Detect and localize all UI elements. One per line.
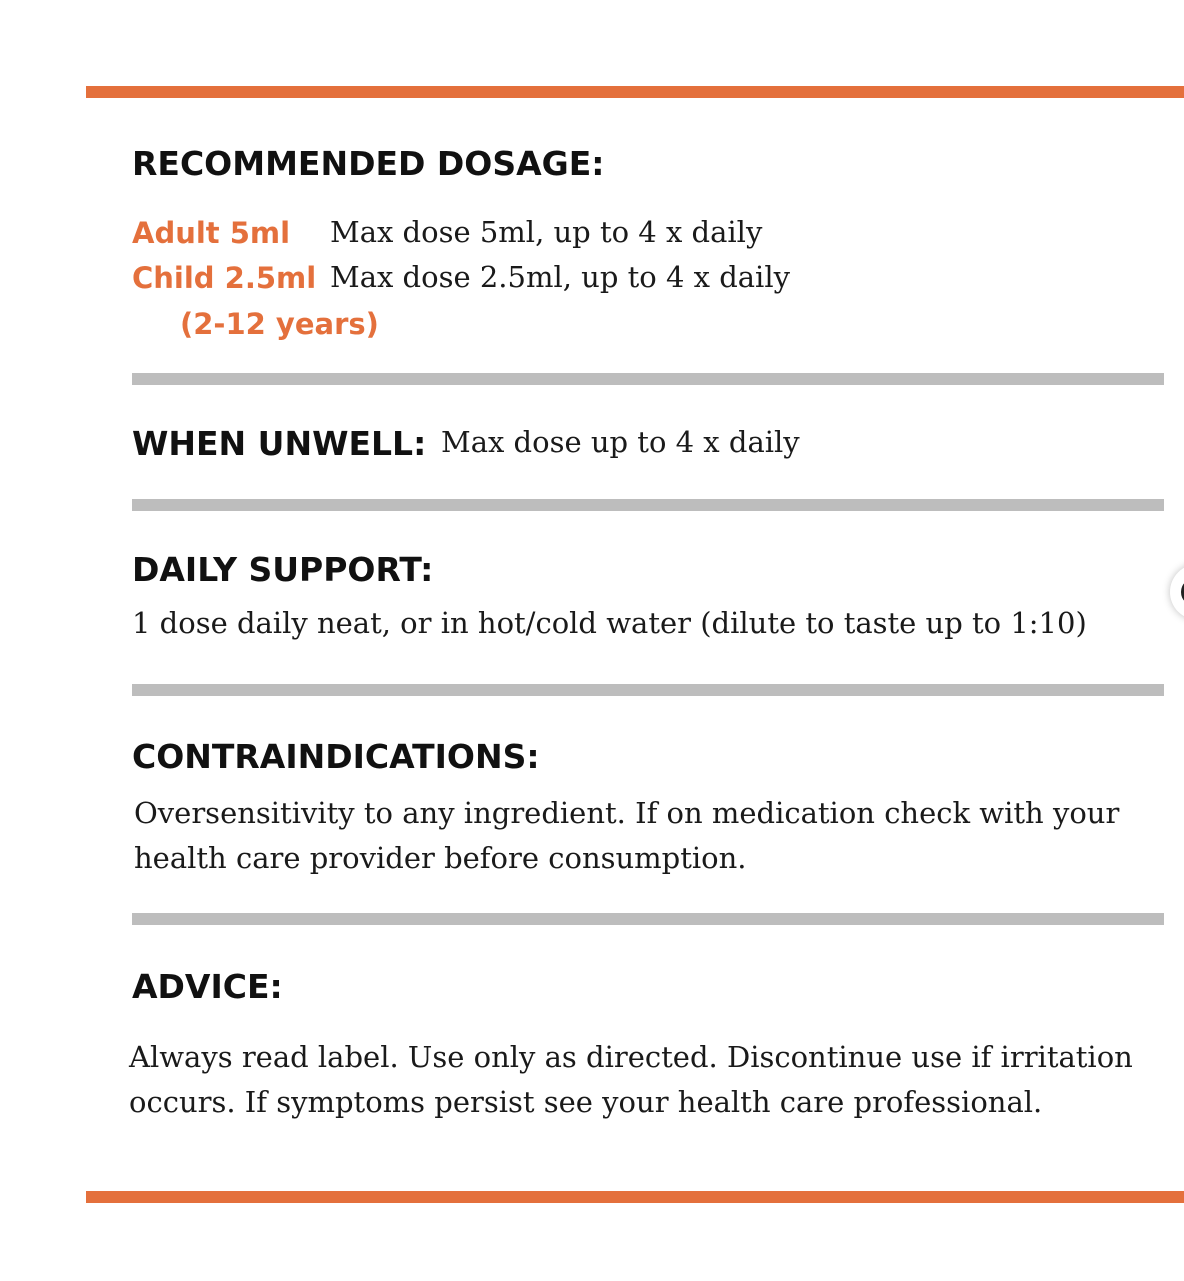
advice-text: [129, 1035, 1133, 1125]
unwell-text: Max dose up to 4 x daily: [441, 425, 800, 459]
bottom-accent-rule: [86, 1191, 1184, 1203]
child-dosage-text: Max dose 2.5ml, up to 4 x daily: [330, 260, 790, 294]
contraindications-text: [134, 791, 1119, 881]
dosage-heading: RECOMMENDED DOSAGE:: [132, 144, 605, 183]
contraindications-line: Oversensitivity to any ingredient. If on medication check with your: [134, 796, 1120, 830]
section-divider: [132, 499, 1164, 511]
section-divider: [132, 913, 1164, 925]
unwell-heading: WHEN UNWELL:: [132, 424, 427, 463]
contraindications-heading: CONTRAINDICATIONS:: [132, 737, 540, 776]
section-divider: [132, 684, 1164, 696]
daily-support-text: 1 dose daily neat, or in hot/cold water (dilute to taste up to 1:10): [132, 606, 1087, 640]
top-accent-rule: [86, 86, 1184, 98]
child-dosage-label: Child 2.5ml: [132, 261, 317, 295]
daily-support-heading: DAILY SUPPORT:: [132, 550, 434, 589]
adult-dosage-label: Adult 5ml: [132, 216, 291, 250]
advice-line: occurs. If symptoms persist see your health care professional.: [129, 1085, 1043, 1119]
section-divider: [132, 373, 1164, 385]
advice-heading: ADVICE:: [132, 967, 283, 1006]
advice-line: Always read label. Use only as directed. Discontinue use if irritation: [129, 1040, 1133, 1074]
adult-dosage-text: Max dose 5ml, up to 4 x daily: [330, 215, 763, 249]
child-age-range: (2-12 years): [180, 307, 379, 341]
contraindications-line: health care provider before consumption.: [134, 841, 747, 875]
